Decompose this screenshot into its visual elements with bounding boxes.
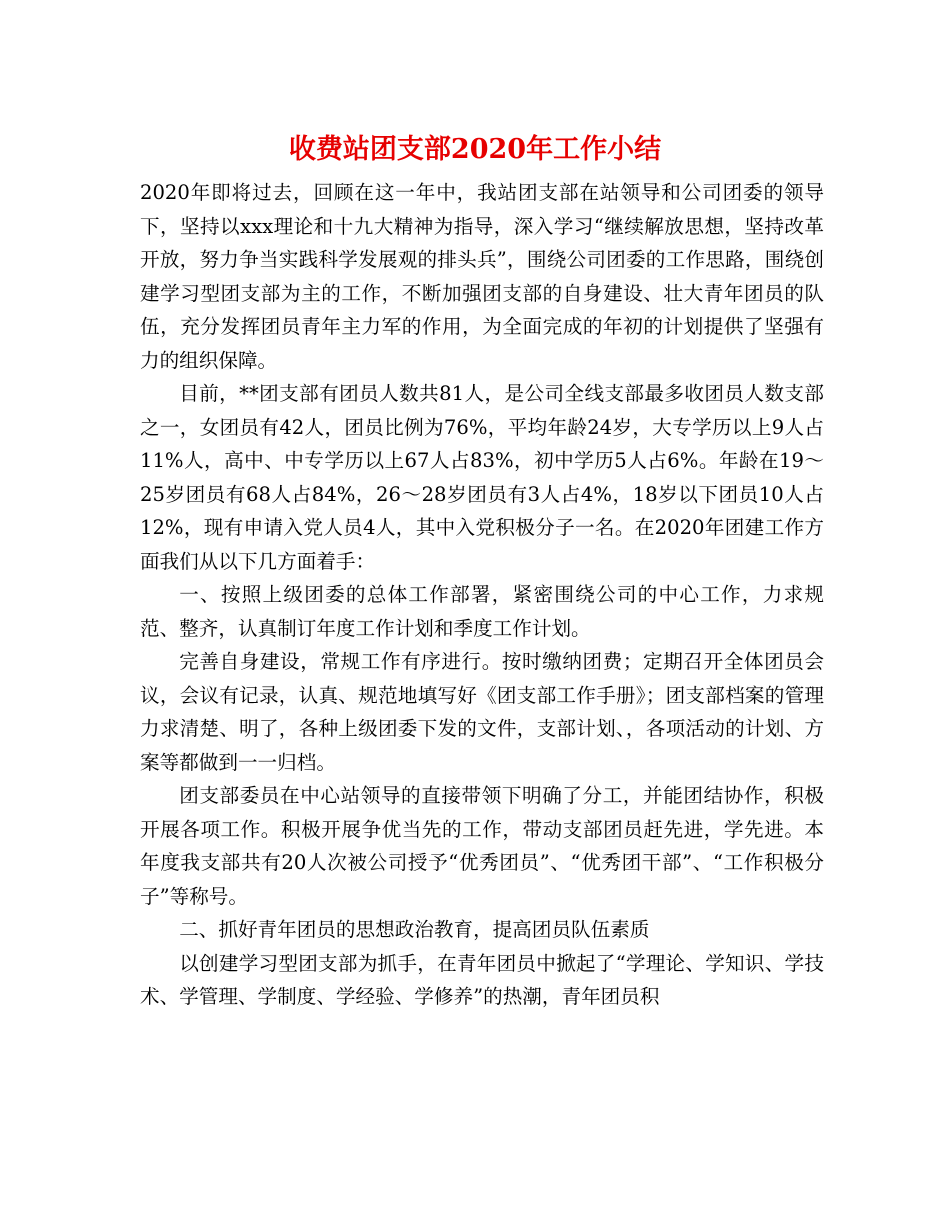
paragraph-self-construction: 完善自身建设，常规工作有序进行。按时缴纳团费；定期召开全体团员会议，会议有记录，认真、规范地填写好《团支部工作手册》；团支部档案的管理力求清楚、明了，各种上级团委下发的文件，支部计划、，各项活动的计划、方案等都做到一一归档。: [140, 650, 824, 774]
document-title: 收费站团支部2020年工作小结: [288, 134, 662, 165]
paragraph-committee-work: 团支部委员在中心站领导的直接带领下明确了分工，并能团结协作，积极开展各项工作。积极开展争优当先的工作，带动支部团员赶先进，学先进。本年度我支部共有20人次被公司授予“优秀团员”、“优秀团干部”、“工作积极分子”等称号。: [140, 784, 824, 908]
paragraph-intro: 2020年即将过去，回顾在这一年中，我站团支部在站领导和公司团委的领导下，坚持以xxx理论和十九大精神为指导，深入学习“继续解放思想，坚持改革开放，努力争当实践科学发展观的排头兵”，围绕公司团委的工作思路，围绕创建学习型团支部为主的工作，不断加强团支部的自身建设、壮大青年团员的队伍，充分发挥团员青年主力军的作用，为全面完成的年初的计划提供了坚强有力的组织保障。: [140, 181, 824, 372]
paragraph-section-two-heading: 二、抓好青年团员的思想政治教育，提高团员队伍素质: [179, 918, 650, 941]
paragraph-learning-campaign: 以创建学习型团支部为抓手，在青年团员中掀起了“学理论、学知识、学技术、学管理、学制度、学经验、学修养”的热潮，青年团员积: [140, 951, 824, 1008]
paragraph-membership-stats: 目前，**团支部有团员人数共81人，是公司全线支部最多收团员人数支部之一，女团员有42人，团员比例为76%，平均年龄24岁，大专学历以上9人占11%人，高中、中专学历以上67人占83%，初中学历5人占6%。年龄在19～25岁团员有68人占84%，26～28岁团员有3人占4%，18岁以下团员10人占12%，现有申请入党人员4人，其中入党积极分子一名。在2020年团建工作方面我们从以下几方面着手：: [140, 382, 824, 573]
paragraph-section-one-heading: 一、按照上级团委的总体工作部署，紧密围绕公司的中心工作，力求规范、整齐，认真制订年度工作计划和季度工作计划。: [140, 583, 824, 640]
document-body: [140, 176, 824, 1014]
